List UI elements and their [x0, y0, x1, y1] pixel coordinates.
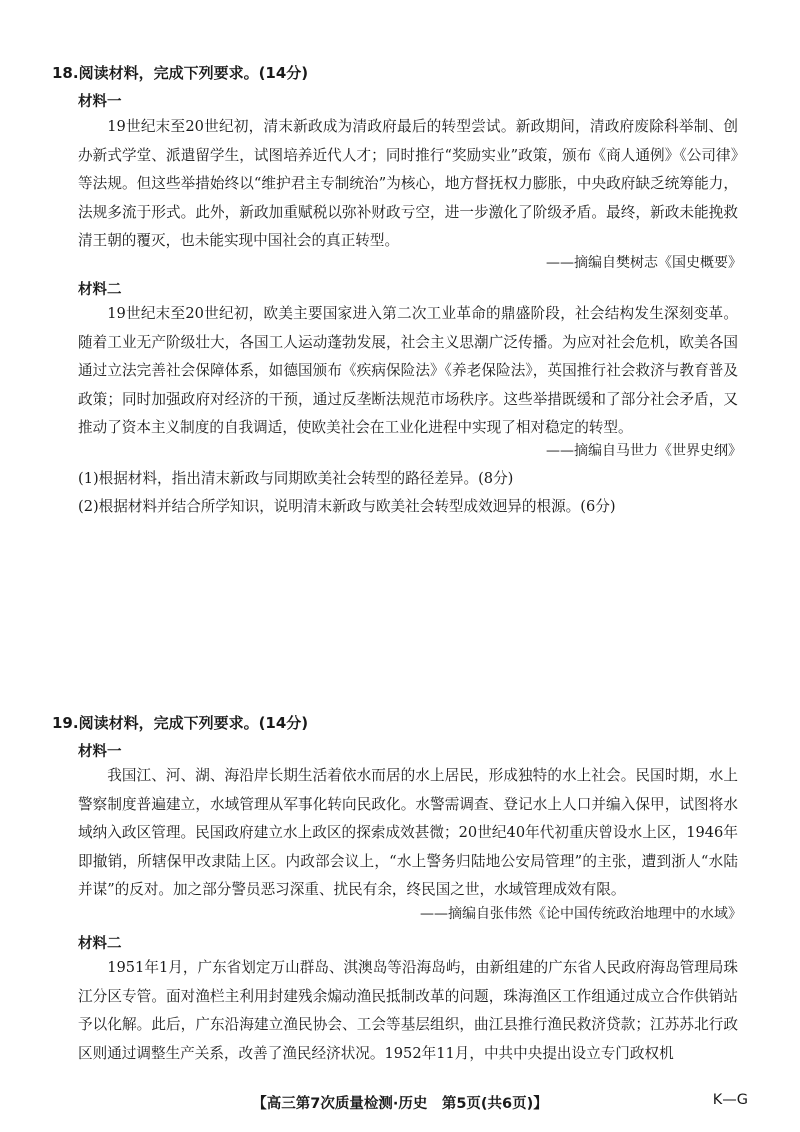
page-footer: 【高三第7次质量检测·历史 第5页(共6页)】	[252, 1096, 548, 1112]
q18-sub-question-2: (2)根据材料并结合所学知识，说明清末新政与欧美社会转型成效迥异的根源。(6分)	[78, 498, 616, 515]
q19-material1-text: 我国江、河、湖、海沿岸长期生活着依水而居的水上居民，形成独特的水上社会。民国时期，水上警察制度普遍建立，水域管理从军事化转向民政化。水警需调查、登记水上人口并编入保甲，试图将水域纳入政区管理。民国政府建立水上政区的探索成效甚微；20世纪40年代初重庆曾设水上区，1946年即撤销，所辖保甲改隶陆上区。内政部会议上，“水上警务归陆地公安局管理”的主张，遭到浙人“水陆并谋”的反对。加之部分警员恶习深重、扰民有余，终民国之世，水域管理成效有限。	[78, 767, 738, 899]
q18-material1-source: ——摘编自樊树志《国史概要》	[546, 255, 742, 271]
q19-material2-label: 材料二	[78, 936, 122, 952]
question-18-heading: 18.阅读材料，完成下列要求。(14分)	[52, 64, 309, 82]
q18-material2-source: ——摘编自马世力《世界史纲》	[546, 443, 742, 459]
q19-material1-source: ——摘编自张伟然《论中国传统政治地理中的水域》	[420, 906, 742, 922]
q19-material1-label: 材料一	[78, 744, 122, 760]
q18-material2-label: 材料二	[78, 282, 122, 298]
question-19-heading: 19.阅读材料，完成下列要求。(14分)	[52, 714, 309, 732]
q18-material1-label: 材料一	[78, 94, 122, 110]
paper-code: K—G	[712, 1092, 748, 1108]
q18-material1-text: 19世纪末至20世纪初，清末新政成为清政府最后的转型尝试。新政期间，清政府废除科举制、创办新式学堂、派遣留学生，试图培养近代人才；同时推行“奖励实业”政策，颁布《商人通例》《公司律》等法规。但这些举措始终以“维护君主专制统治”为核心，地方督抚权力膨胀，中央政府缺乏统筹能力，法规多流于形式。此外，新政加重赋税以弥补财政亏空，进一步激化了阶级矛盾。最终，新政未能挽救清王朝的覆灭，也未能实现中国社会的真正转型。	[78, 118, 738, 250]
q19-material2-text: 1951年1月，广东省划定万山群岛、淇澳岛等沿海岛屿，由新组建的广东省人民政府海岛管理局珠江分区专管。面对渔栏主利用封建残余煽动渔民抵制改革的问题，珠海渔区工作组通过成立合作供销站予以化解。此后，广东沿海建立渔民协会、工会等基层组织，曲江县推行渔民救济贷款；江苏苏北行政区则通过调整生产关系，改善了渔民经济状况。1952年11月，中共中央提出设立专门政权机	[78, 959, 738, 1062]
q18-sub-question-1: (1)根据材料，指出清末新政与同期欧美社会转型的路径差异。(8分)	[78, 470, 514, 487]
q18-material2-text: 19世纪末至20世纪初，欧美主要国家进入第二次工业革命的鼎盛阶段，社会结构发生深刻变革。随着工业无产阶级壮大，各国工人运动蓬勃发展，社会主义思潮广泛传播。为应对社会危机，欧美各国通过立法完善社会保障体系，如德国颁布《疾病保险法》《养老保险法》，英国推行社会救济与教育普及政策；同时加强政府对经济的干预，通过反垄断法规范市场秩序。这些举措既缓和了部分社会矛盾，又推动了资本主义制度的自我调适，使欧美社会在工业化进程中实现了相对稳定的转型。	[78, 305, 738, 437]
